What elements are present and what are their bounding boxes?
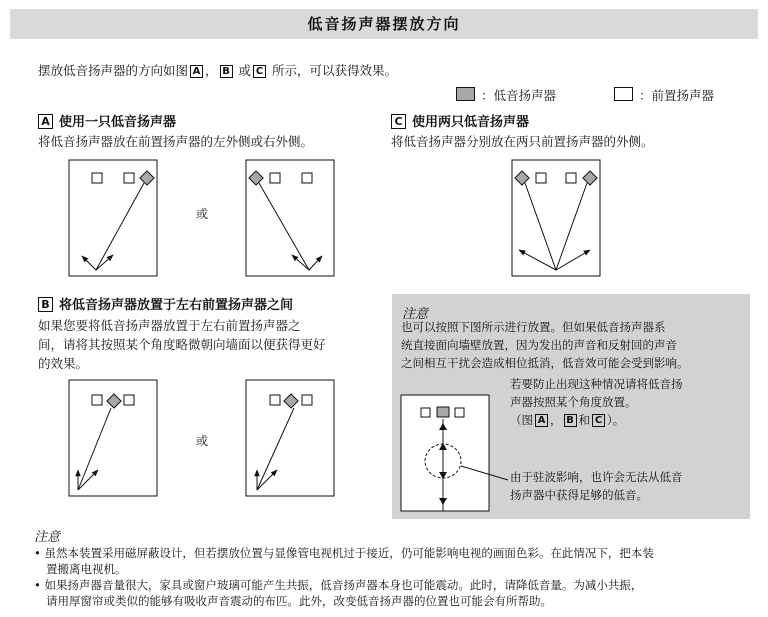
note-panel-title: 注意 xyxy=(402,307,429,322)
bottom-note-bullet-1 xyxy=(34,545,654,577)
bottom-note-bullet-2 xyxy=(34,577,654,609)
section-a-letter: A xyxy=(38,114,53,129)
section-a-desc: 将低音扬声器放在前置扬声器的左外侧或右外侧。 xyxy=(38,134,314,149)
section-c-title: 使用两只低音扬声器 xyxy=(412,115,530,130)
note-line-2: 统直接面向墙壁放置，因为发出的声音和反射回的声音 xyxy=(401,338,677,352)
intro-ref-a: A xyxy=(190,65,203,78)
section-a-or: 或 xyxy=(196,207,209,221)
note-line-7: 扬声器中获得足够的低音。 xyxy=(510,488,648,502)
section-b-letter: B xyxy=(38,297,53,312)
legend-front-label: ：前置扬声器 xyxy=(639,88,715,103)
section-c-desc: 将低音扬声器分别放在两只前置扬声器的外侧。 xyxy=(391,134,654,149)
page-title: 低音扬声器摆放方向 xyxy=(307,15,461,33)
section-b-desc-line1: 如果您要将低音扬声器放置于左右前置扬声器之 xyxy=(38,318,301,333)
fig-ref-comma: ， xyxy=(550,413,562,427)
section-a-title: 使用一只低音扬声器 xyxy=(59,115,177,130)
fig-ref-close: ）。 xyxy=(607,413,625,427)
intro-ref-c: C xyxy=(253,65,266,78)
fig-ref-c: C xyxy=(592,414,605,427)
bullet-2-line-2: 请用厚窗帘或类似的能够有吸收声音震动的布匹。此外，改变低音扬声器的位置也可能会有所帮助。 xyxy=(46,594,552,608)
bullet-1-line-1: • 虽然本装置采用磁屏蔽设计，但若摆放位置与显像管电视机过于接近，仍可能影响电视的画面色彩。在此情况下，把本装 xyxy=(34,546,654,560)
note-line-4: 若要防止出现这种情况请将低音扬 xyxy=(510,377,683,391)
fig-ref-b: B xyxy=(564,414,577,427)
note-line-1: 也可以按照下图所示进行放置。但如果低音扬声器系 xyxy=(401,320,666,334)
bullet-1-line-2: 置搬离电视机。 xyxy=(46,562,127,576)
intro-sep: ， xyxy=(205,63,218,78)
intro-before: 摆放低音扬声器的方向如图 xyxy=(38,63,189,78)
note-line-3: 之间相互干扰会造成相位抵消，低音效可能会受到影响。 xyxy=(401,356,689,370)
intro-ref-b: B xyxy=(220,65,233,78)
note-line-5: 声器按照某个角度放置。 xyxy=(510,395,637,409)
section-b-desc-line2: 间，请将其按照某个角度略微朝向墙面以便获得更好 xyxy=(38,337,326,352)
fig-ref-and: 和 xyxy=(578,413,590,427)
section-c-letter: C xyxy=(391,114,406,129)
legend-subwoofer-label: ：低音扬声器 xyxy=(481,88,557,103)
fig-ref-a: A xyxy=(535,414,548,427)
bullet-2-line-1: • 如果扬声器音量很大，家具或窗户玻璃可能产生共振，低音扬声器本身也可能震动。此时，请降低音量。为减小共振， xyxy=(34,578,643,592)
intro-after: 所示，可以获得效果。 xyxy=(272,63,398,78)
section-b-desc-line3: 的效果。 xyxy=(38,356,89,371)
note-line-6: 由于驻波影响，也许会无法从低音 xyxy=(510,470,683,484)
intro-mid: 或 xyxy=(238,63,252,78)
fig-ref-open: （图 xyxy=(510,413,533,427)
section-b-title: 将低音扬声器放置于左右前置扬声器之间 xyxy=(59,298,294,313)
bottom-note-title: 注意 xyxy=(34,530,61,545)
bottom-note xyxy=(34,526,654,609)
section-b-or: 或 xyxy=(196,434,209,448)
